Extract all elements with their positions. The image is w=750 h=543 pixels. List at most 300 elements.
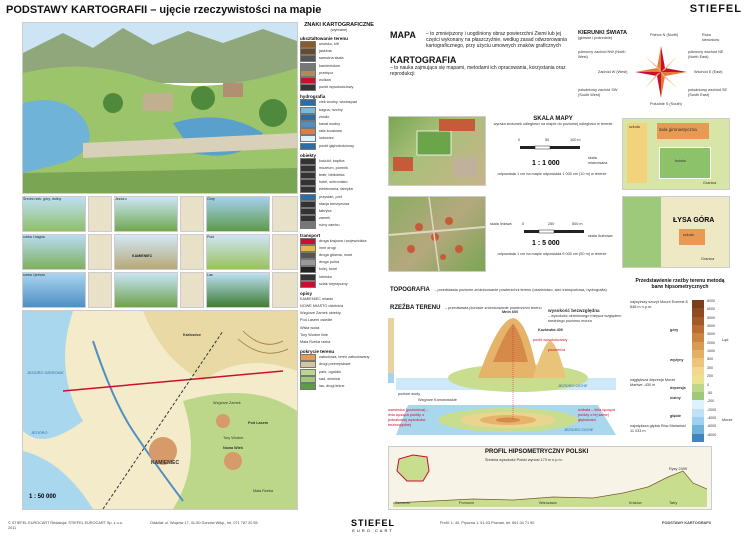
legend-swatch-icon [300,369,316,376]
legend-section-heading: hydrografia [300,94,326,100]
legend-item [300,281,378,288]
legend-item [300,158,378,165]
scale-panel [490,116,616,276]
scale-tick: 0 [522,222,525,226]
hypso-color-band [692,308,704,316]
legend-item [300,135,378,142]
legend-swatch-icon [300,128,316,135]
strip-photo [206,272,270,308]
legend-item [300,303,378,310]
map-label: Nowa Wieś [223,446,244,450]
legend-panel [300,22,378,510]
profile-peak: Rysy 2499 [669,467,687,471]
map-label: Wzgórze Zamek [213,401,241,405]
legend-item [300,208,378,215]
map-label: JEZIORO [31,431,48,435]
relief-wys-heading: wysokość bezwzględna [548,308,600,313]
legend-swatch-icon [300,266,316,273]
legend-swatch-icon [300,201,316,208]
aerial-photo-1 [388,116,486,186]
profile-heading: PROFIL HIPSOMETRYCZNY POLSKI [485,449,589,455]
profile-place: Pomorze [459,501,475,505]
legend-item-label: punkt głębokościowy [319,143,355,148]
profile-text: Średnia wysokość Polski wynosi 173 m n.p.m. [485,458,563,462]
hypso-tick-label: -50 [707,390,713,395]
legend-item-label: hotel, schronisko [319,180,348,185]
village-plan [622,196,730,268]
legend-item [300,252,378,259]
legend-swatch-icon [300,281,316,288]
hypso-side: Morze [722,418,733,422]
strip-label: KAMIENIEC [132,254,153,258]
legend-item-label: kościół, kaplica [319,158,345,163]
legend-swatch-icon [300,252,316,259]
aerial-photo-2 [388,196,486,272]
hypso-color-band [692,333,704,341]
legend-item [300,361,378,368]
legend-swatch-icon [300,165,316,172]
relief-wys-desc: – wysokość określonego miejsca względem średniego poziomu morza [548,314,622,323]
legend-section-heading: obiekty [300,152,317,158]
scale-bar-1 [520,144,580,152]
legend-swatch-icon [300,41,316,48]
legend-item [300,114,378,121]
legend-swatch-icon [300,179,316,186]
hypso-tick-label: 6000 [707,307,715,312]
hypso-color-band [692,325,704,333]
plot-border [627,123,647,183]
legend-swatch-icon [300,121,316,128]
legend-body [300,36,378,390]
legend-item-label: wulkan [319,78,331,83]
legend-subtitle: (wybrane) [330,28,348,32]
scale-tick: 50 [545,138,550,142]
legend-item [300,266,378,273]
strip-photo [88,196,112,232]
topografia-text: – przedstawia poziome zróżnicowanie powierzchni terenu (osadnictwo, sieć transportowa, hydrografia) [434,288,607,292]
legend-swatch-icon [300,361,316,368]
legend-item [300,165,378,172]
brand-logo: STIEFEL [689,3,742,15]
profile-place: Szczecin [395,501,411,505]
hypso-tick-label: -200 [707,399,715,404]
legend-item [300,179,378,186]
strip-photo [272,234,298,270]
strip-photo [114,272,178,308]
legend-item-label: zamek [319,216,331,221]
legend-item-label: samotna skała [319,56,344,61]
legend-item-label: NOWE MIASTO dzielnica [300,304,344,309]
hypso-color-band [692,392,704,400]
peak-label: Kozlówka 400 [538,328,563,332]
map-label: Mała Rzeka [253,489,274,493]
legend-item-label: KAMIENIEC miasto [300,296,334,301]
strip-photo [180,234,204,270]
hypso-color-band [692,425,704,433]
legend-item [300,369,378,376]
legend-item [300,332,378,339]
scale-tick: 250 [548,222,555,226]
scale-2-desc: odpowiada 1 cm na mapie odpowiada 5 000 cm (50 m) w terenie [497,252,607,256]
hypso-tick-label: 2000 [707,340,715,345]
plan-label: boisko [675,159,686,163]
aerial-drawing [389,197,485,271]
legend-swatch-icon [300,215,316,222]
legend-item-label: lotnisko [319,274,332,279]
topografia-heading: TOPOGRAFIA [390,287,430,293]
legend-item-label: inne drogi [319,245,336,250]
relief-label: JEZIORO CICHE [558,384,588,388]
hypso-color-band [692,409,704,417]
legend-item-label: sad, winnica [319,376,340,381]
scale-1-desc: odpowiada 1 cm na mapie odpowiada 1 000 cm (10 m) w terenie [497,172,607,176]
legend-item [300,325,378,332]
compass-ne: północny wschód NE (North East) [688,50,724,59]
footer-brand [338,518,408,533]
scale-heading: SKALA MAPY [533,116,573,122]
legend-item [300,77,378,84]
legend-swatch-icon [300,77,316,84]
legend-swatch-icon [300,383,316,390]
legend-item-label: kolej, tunel [319,267,338,272]
relief-label: izobata – linia łącząca punkty o tej samej głębokości [578,408,616,422]
legend-item-label: elektrownia, fabryka [319,187,353,192]
legend-title: ZNAKI KARTOGRAFICZNE [304,22,374,28]
legend-item-label: rafa koralowa [319,129,342,134]
hypso-heading: Przedstawienie rzeźby terenu metodą barw hipsometrycznych [635,278,725,290]
legend-item-label: fabryka [319,209,332,214]
definitions [390,30,574,77]
landscape-illustration [23,23,297,193]
legend-item [300,215,378,222]
legend-swatch-icon [300,99,316,106]
hypso-color-band [692,317,704,325]
map-label: Pod Lasem [248,421,269,425]
legend-item-label: Mała Rzeka rzeka [300,340,331,345]
legend-item-label: kanał wodny [319,121,341,126]
strip-photo [22,234,86,270]
relief-label: punkt wysokościowy [533,338,568,342]
topographic-map [22,310,298,510]
profile-place: Kraków [629,501,642,505]
hypso-tick-label: 8000 [707,299,715,303]
legend-swatch-icon [300,63,316,70]
compass-card: Róża kierunków [702,33,720,42]
legend-item-label: stacja benzynowa [319,201,350,206]
strip-photo [180,196,204,232]
legend-swatch-icon [300,84,316,91]
hypsometric-column [630,278,733,446]
hypso-highest: najwyższy szczyt Mount Everest 8 848 m n.p.m. [630,300,688,309]
photo-strips [22,196,296,306]
hypso-tick-label: -2000 [707,407,717,412]
mapa-heading: MAPA [390,30,416,40]
compass-south: Południe S (South) [650,102,682,106]
strip-label: rzeka i jezioro [23,273,46,277]
hypso-tick-label: -8000 [707,432,717,437]
strip-label: Pole [207,235,215,239]
strip-photo [22,196,86,232]
relief-label: warstwica (poziomica) – linia łącząca punkty o jednakowej wysokości bezwzględnej [388,408,429,427]
legend-item [300,55,378,62]
relief-diagram [388,310,624,440]
strip-photo [206,196,270,232]
legend-item-label: Tory Wodne linie [300,332,328,337]
legend-item-label: urwisko, klif [319,42,339,47]
hypso-depr: najgłębsza depresja Morze Martwe -430 m [630,378,676,387]
aerial-drawing [389,117,485,185]
legend-item [300,84,378,91]
legend-item-label: kamieniołom [319,63,341,68]
legend-item-label: ruiny zamku [319,223,340,228]
compass-west: Zachód W (West) [598,70,628,74]
scale-1: 1 : 1 000 [532,160,560,167]
legend-section-heading: opisy [300,290,312,296]
legend-swatch-icon [300,376,316,383]
legend-item [300,273,378,280]
compass-nw: północny zachód NW (North West) [578,50,626,59]
hypso-color-band [692,375,704,383]
footer-brand-sub: EURO CART [352,528,394,533]
scale-2: 1 : 5 000 [532,240,560,247]
legend-item [300,245,378,252]
relief-label: poziom wody [398,392,421,396]
strip-label: Góry [207,197,215,201]
legend-item-label: muzeum, pomnik [319,165,348,170]
hypso-tick-label: 500 [707,357,713,362]
strip-photo [114,234,178,270]
peak-label: Mnin 600 [502,310,519,314]
legend-swatch-icon [300,354,316,361]
strip-label: Średni rzek, góry, doliny [23,197,62,201]
legend-item [300,99,378,106]
strip-photo [272,196,298,232]
legend-item-label: droga krajowa i wojewódzka [319,238,367,243]
legend-item [300,376,378,383]
hypso-label: góry [670,328,679,332]
legend-swatch-icon [300,114,316,121]
legend-swatch-icon [300,135,316,142]
legend-swatch-icon [300,274,316,281]
legend-item [300,142,378,149]
legend-item-label: droga główna, most [319,252,353,257]
legend-swatch-icon [300,48,316,55]
legend-item [300,310,378,317]
legend-item-label: przełęcz [319,70,334,75]
legend-item-label: teatr, biblioteka [319,173,345,178]
footer-right: PODSTAWY KARTOGRAFII [662,521,711,525]
footer-mid2: Profil: 1; 40, Pryszna 1, 61-03 Poznań, tel. 661 04 71 90 [440,521,535,525]
hypso-tick-label: -6000 [707,424,717,429]
legend-swatch-icon [300,259,316,266]
legend-item-label: Wzgórze Zamek obiekty [300,311,341,316]
strip-photo [272,272,298,308]
legend-item [300,41,378,48]
topographic-map-drawing [23,311,297,509]
map-label: Karłowice [183,333,201,337]
plan-label: sala gimnastyczna [659,127,697,132]
hypso-tick-label: -4000 [707,415,717,420]
legend-item-label: lodowiec [319,136,334,141]
hypso-tick-label: 4000 [707,324,715,329]
hypso-color-band [692,300,704,308]
scale-label-mianowana: skala mianowana [588,156,608,165]
legend-item [300,339,378,346]
strip-photo [114,196,178,232]
strip-photo [206,234,270,270]
legend-swatch-icon [300,186,316,193]
legend-item-label: szlak turystyczny [319,281,348,286]
forest-area [623,197,661,267]
scale-label-liczbowa: skala liczbowa [588,234,613,238]
strip-photo [88,272,112,308]
legend-item [300,172,378,179]
hypso-color-band [692,434,704,442]
legend-item-label: Pod Lasem osiedle [300,318,333,323]
compass-heading: KIERUNKI ŚWIATA [578,30,627,36]
hypso-color-band [692,417,704,425]
scale-tick: 100 m [570,138,581,142]
map-label: JEZIORO SZEROKIE [27,371,64,375]
scale-bar-2 [524,228,584,236]
hypso-label: depresja [670,386,686,390]
topografia-block [390,278,626,296]
legend-item-label: jaskinia [319,49,332,54]
legend-swatch-icon [300,222,316,229]
legend-item [300,121,378,128]
hypso-label: wyżyny [670,358,684,362]
scale-tick: 500 m [572,222,583,226]
legend-item-label: ciek wodny, wodospad [319,100,357,105]
hypso-color-band [692,367,704,375]
legend-section-heading: pokrycie terenu [300,349,335,355]
strip-photo [88,234,112,270]
hypso-label: głębie [670,414,681,418]
legend-swatch-icon [300,172,316,179]
hypso-tick-label: 300 [707,365,713,370]
mapa-text: – to zmniejszony i uogólniony obraz powierzchni Ziemi lub jej części wykonany na płaszczyźnie, według zasad odwzorowania kartograficznego, przy użyciu umownych znaków graficznych [426,31,567,49]
legend-item-label: park, ogródki [319,369,341,374]
legend-swatch-icon [300,70,316,77]
legend-item-label: źródło [319,114,330,119]
profile-place: Warszawa [539,501,557,505]
legend-item-label: przystań, port [319,194,343,199]
scale-tick: 0 [518,138,521,142]
legend-item-label: Wisła woda [300,325,320,330]
scale-label-liniowa: skala liniowa [490,222,512,226]
legend-swatch-icon [300,107,316,114]
legend-section-heading: transport [300,232,321,238]
legend-item [300,48,378,55]
footer-mid1: Oddział: ul. Wiązów 17, 41-50 Gorzów Wlkp., tel. 071 787 20 55 [150,521,258,525]
hypso-color-band [692,384,704,392]
legend-swatch-icon [300,194,316,201]
compass-subheading: (główne i pośrednie) [578,36,613,40]
legend-item [300,317,378,324]
compass-north: Północ N (North) [650,33,679,37]
legend-item [300,107,378,114]
hypso-bars [692,300,704,442]
compass-sw: południowy zachód SW (South West) [578,88,618,97]
legend-item-label: droga polna [319,260,340,265]
legend-swatch-icon [300,55,316,62]
map-label: Tory Wodne [223,436,244,440]
legend-item [300,186,378,193]
hypso-deep: największa głębia Rów Mariański 11 033 m [630,424,686,433]
hypsometric-profile [388,446,712,510]
legend-swatch-icon [300,158,316,165]
plan-label: Granica [703,181,717,185]
landscape-panorama [22,22,298,194]
strip-label: Jezioro [115,197,127,201]
legend-item-label: punkt wysokościowy [319,85,354,90]
hypso-tick-label: 200 [707,374,713,379]
legend-item [300,354,378,361]
profile-place: Tatry [669,501,678,505]
legend-item [300,63,378,70]
plan-label: Granica [701,257,715,261]
relief-label: Wzgórze Komorowskie [418,398,457,402]
hypso-color-band [692,342,704,350]
school-plan [622,118,730,190]
legend-swatch-icon [300,245,316,252]
legend-item [300,194,378,201]
compass-panel [578,30,728,125]
hypso-color-band [692,400,704,408]
hypso-tick-label: 1000 [707,349,715,354]
hypso-tick-label: 3000 [707,332,715,337]
legend-item [300,296,378,303]
strip-photo [22,272,86,308]
compass-rose-icon [633,44,689,100]
relief-label: poziomica [548,348,566,352]
strip-label: rzeka i bagna [23,235,45,239]
kartografia-text: – to nauka zajmująca się mapami, metodami ich opracowania, korzystania oraz reprodukcji [390,65,566,77]
legend-swatch-icon [300,143,316,150]
compass-se: południowy wschód SE (South East) [688,88,728,97]
legend-swatch-icon [300,208,316,215]
legend-item [300,238,378,245]
kartografia-heading: KARTOGRAFIA [390,55,457,65]
map-label: KAMIENIEC [151,460,180,466]
relief-label: JEZIORO CICHE [564,428,594,432]
legend-item [300,259,378,266]
page-title: PODSTAWY KARTOGRAFII – ujęcie rzeczywistości na mapie [6,4,322,16]
legend-item-label: zabudowa, teren zabudowany [319,355,370,360]
footer-left: © STIEFEL EUROCART Redakcja: STIEFEL EUROCART Sp. z o.o. 2011 [8,521,123,530]
legend-swatch-icon [300,238,316,245]
scale-description: wyraża stosunek odległości na mapie do poziomej odległości w terenie [493,122,613,126]
plan-title: ŁYSA GÓRA [673,217,715,224]
hypso-label: niziny [670,396,681,400]
legend-item-label: bagna, trzciny [319,107,343,112]
footer-brand-name: STIEFEL [350,518,395,528]
hypso-color-band [692,358,704,366]
hypso-side: Ląd [722,338,729,342]
legend-item [300,128,378,135]
legend-item [300,222,378,229]
legend-item-label: drogi przemysłowe [319,362,351,367]
strip-photo [180,272,204,308]
hypso-tick-label: 5000 [707,315,715,320]
legend-item-label: las, drogi leśne [319,383,345,388]
legend-item [300,70,378,77]
compass-east: Wschód E (East) [694,70,723,74]
plan-label: szkoła [629,125,640,129]
map-scale: 1 : 50 000 [29,494,57,500]
rzezba-heading: RZEŹBA TERENU [390,305,441,311]
legend-item [300,383,378,390]
